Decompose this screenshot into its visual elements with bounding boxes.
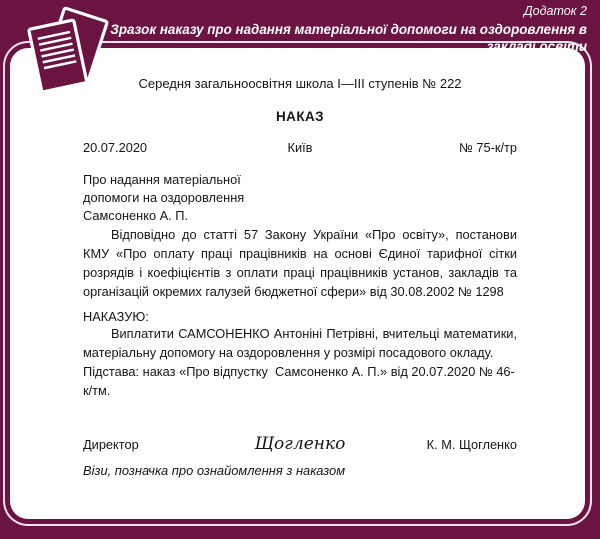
- subject-line: Про надання матеріальної: [83, 172, 241, 187]
- visa-note: Візи, позначка про ознайомлення з наказом: [83, 463, 346, 478]
- legal-basis-paragraph: Відповідно до статті 57 Закону України «Про освіту», постанови КМУ «Про оплату праці працівників на основі Єдиної тарифної сітки розрядів і коефіцієнтів з оплати праці працівників установ, закладів та організацій окремих галузей бюджетної сфери» від 30.08.2002 № 1298: [83, 227, 517, 299]
- document-type-title: НАКАЗ: [276, 109, 324, 124]
- subject-line: Самсоненко А. П.: [83, 208, 189, 223]
- document-date: 20.07.2020: [83, 140, 148, 155]
- signer-name: К. М. Щогленко: [426, 437, 517, 452]
- document-meta-row: [83, 140, 517, 155]
- signature-script: Щогленко: [254, 434, 346, 454]
- document-city: Київ: [287, 140, 313, 155]
- subject-block: [83, 171, 517, 225]
- school-name: Середня загальноосвітня школа І—ІІІ ступенів № 222: [138, 76, 462, 91]
- subject-line: допомоги на оздоровлення: [83, 190, 245, 205]
- papers-icon: [13, 3, 109, 107]
- grounds-line: Підстава: наказ «Про відпустку Самсоненко А. П.» від 20.07.2020 № 46-к/тм.: [83, 364, 515, 398]
- appendix-label: Додаток 2: [523, 4, 587, 18]
- order-verb: НАКАЗУЮ:: [83, 309, 149, 324]
- signature-row: [83, 434, 517, 454]
- header: [110, 4, 587, 55]
- document-number: № 75-к/тр: [459, 140, 517, 155]
- signer-position: Директор: [83, 437, 139, 452]
- order-paragraph: Виплатити САМСОНЕНКО Антоніні Петрівні, вчительці математики, матеріальну допомогу на оздоровлення у розмірі посадового окладу.: [83, 326, 517, 360]
- header-title: Зразок наказу про надання матеріальної допомоги на оздоровлення в закладі освіти: [110, 22, 587, 54]
- document-panel: [10, 48, 585, 519]
